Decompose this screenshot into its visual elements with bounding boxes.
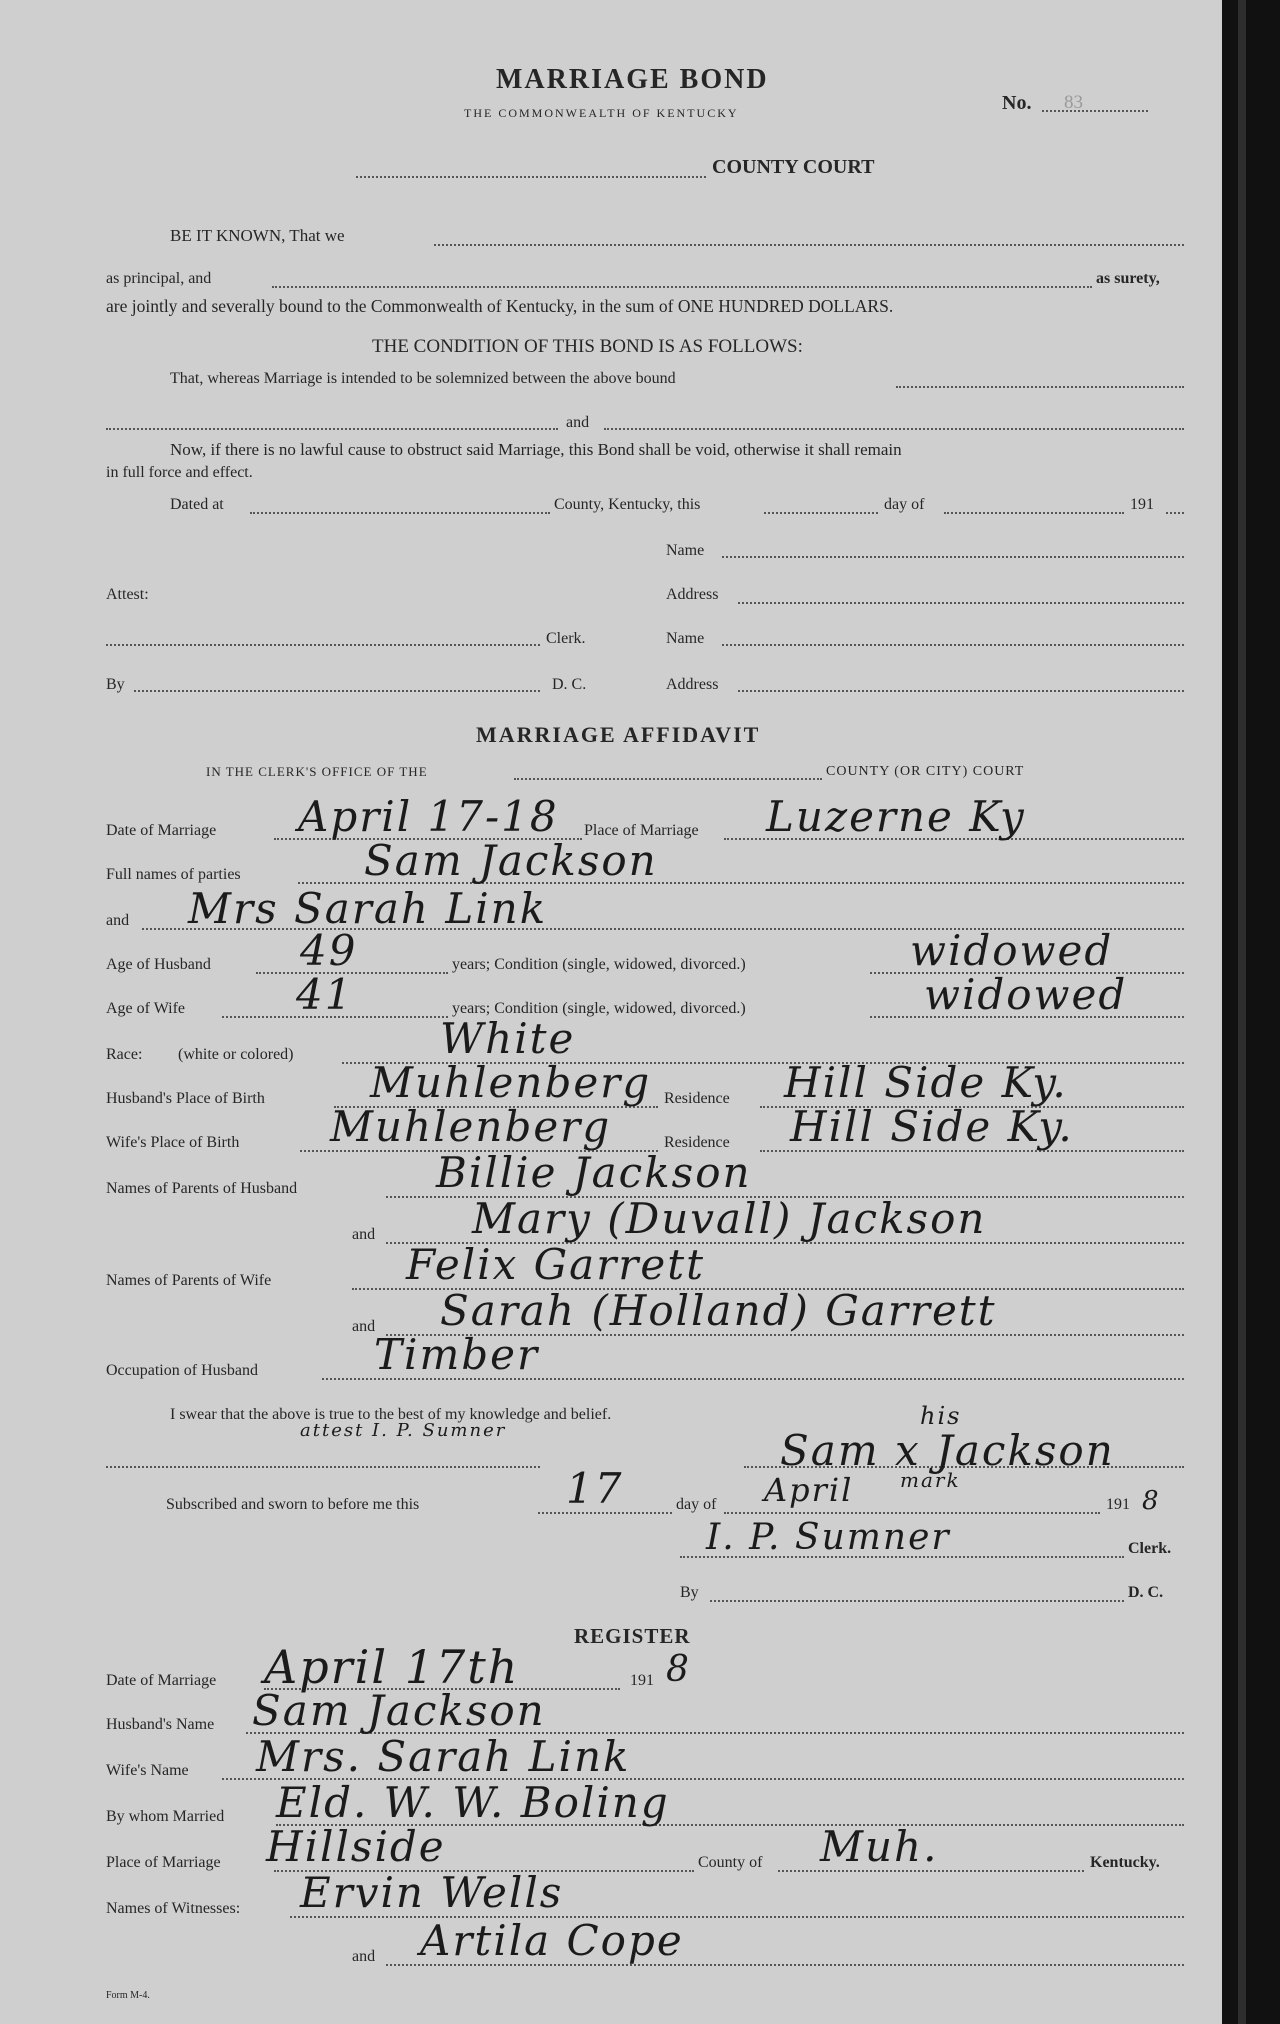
sworn-month-line	[724, 1512, 1100, 1514]
register-year-prefix: 191	[630, 1672, 654, 1689]
clerk-signature: I. P. Sumner	[706, 1517, 951, 1558]
dated-month-line	[944, 512, 1124, 514]
register-year-digit: 8	[666, 1649, 691, 1690]
whereas-line	[896, 386, 1184, 388]
affidavit-by-label: By	[680, 1584, 699, 1601]
full-names-label: Full names of parties	[106, 866, 241, 883]
register-date-label: Date of Marriage	[106, 1672, 217, 1689]
register-husband-label: Husband's Name	[106, 1716, 215, 1733]
age-husband-value: 49	[300, 926, 358, 975]
bond-by-line	[134, 690, 540, 692]
register-witnesses-label: Names of Witnesses:	[106, 1900, 241, 1917]
register-county-of-label: County of	[698, 1854, 763, 1871]
register-county-value: Muh.	[820, 1822, 939, 1871]
bond-name1-label: Name	[666, 542, 705, 559]
wife-residence-value: Hill Side Ky.	[790, 1102, 1074, 1151]
place-of-marriage-value: Luzerne Ky	[766, 792, 1026, 841]
sworn-month-value: April	[764, 1471, 854, 1509]
register-by-whom-label: By whom Married	[106, 1808, 225, 1825]
date-of-marriage-value: April 17-18	[298, 792, 559, 841]
dated-at-text: Dated at	[170, 496, 224, 513]
county-city-court-text: COUNTY (OR CITY) COURT	[826, 764, 1025, 779]
age-wife-condition-text: years; Condition (single, widowed, divorced.)	[452, 1000, 746, 1017]
husband-residence-label: Residence	[664, 1090, 730, 1107]
bond-name2-label: Name	[666, 630, 705, 647]
bond-address2-line	[738, 690, 1184, 692]
register-place-label: Place of Marriage	[106, 1854, 221, 1871]
county-court-line	[356, 176, 706, 178]
bond-title: MARRIAGE BOND	[496, 64, 769, 95]
age-husband-label: Age of Husband	[106, 956, 211, 973]
sworn-day-value: 17	[566, 1464, 624, 1513]
place-of-marriage-label: Place of Marriage	[584, 822, 699, 839]
bond-subtitle: THE COMMONWEALTH OF KENTUCKY	[464, 106, 739, 120]
dated-year-text: 191	[1130, 496, 1154, 513]
affidavit-clerk-label: Clerk.	[1128, 1540, 1172, 1557]
surety-text: as surety,	[1096, 270, 1160, 287]
bond-number-value: 83	[1064, 92, 1083, 113]
bond-number-line	[1042, 110, 1148, 112]
wife-birth-value: Muhlenberg	[330, 1102, 612, 1151]
bond-by-label: By	[106, 676, 125, 693]
bond-number-label: No.	[1002, 92, 1032, 114]
register-husband-value: Sam Jackson	[252, 1686, 546, 1735]
race-label: Race:	[106, 1046, 143, 1063]
clerk-line	[106, 644, 540, 646]
principal-line	[272, 286, 1092, 288]
party2-name: Mrs Sarah Link	[188, 884, 548, 933]
bond-address2-label: Address	[666, 676, 719, 693]
affidavit-dc-label: D. C.	[1128, 1584, 1164, 1601]
affidavit-by-line	[710, 1600, 1124, 1602]
condition-heading: THE CONDITION OF THIS BOND IS AS FOLLOWS:	[372, 336, 803, 357]
bond-name1-line	[722, 556, 1184, 558]
occupation-value: Timber	[374, 1330, 540, 1379]
register-title: REGISTER	[574, 1624, 691, 1648]
mother-wife-value: Sarah (Holland) Garrett	[440, 1286, 997, 1335]
parties-line-right	[604, 428, 1184, 430]
age-wife-value: 41	[296, 970, 354, 1019]
now-text-line1: Now, if there is no lawful cause to obstruct said Marriage, this Bond shall be void, otherwise it shall remain	[170, 440, 902, 459]
party1-name: Sam Jackson	[364, 836, 658, 885]
be-it-known-text: BE IT KNOWN, That we	[170, 226, 345, 245]
county-court-label: COUNTY COURT	[712, 156, 875, 178]
parents-husband-label: Names of Parents of Husband	[106, 1180, 298, 1197]
husband-birth-value: Muhlenberg	[370, 1058, 652, 1107]
mother-husband-and: and	[352, 1226, 376, 1243]
dated-year-line	[1166, 512, 1184, 514]
clerk-office-line	[514, 778, 822, 780]
now-text-line2: in full force and effect.	[106, 464, 253, 481]
form-number: Form M-4.	[106, 1990, 150, 2001]
swear-text: I swear that the above is true to the best of my knowledge and belief.	[170, 1406, 612, 1423]
condition-husband-value: widowed	[910, 926, 1114, 975]
register-wife-label: Wife's Name	[106, 1762, 189, 1779]
race-hint: (white or colored)	[178, 1046, 294, 1063]
bond-dc-label: D. C.	[552, 676, 587, 693]
occupation-label: Occupation of Husband	[106, 1362, 258, 1379]
sworn-year-prefix: 191	[1106, 1496, 1130, 1513]
register-kentucky-label: Kentucky.	[1090, 1854, 1160, 1871]
signature-line-left	[106, 1466, 540, 1468]
scan-dark-edge	[1222, 0, 1280, 2024]
condition-wife-value: widowed	[924, 970, 1128, 1019]
mother-husband-value: Mary (Duvall) Jackson	[472, 1194, 987, 1243]
bond-address1-label: Address	[666, 586, 719, 603]
register-wife-value: Mrs. Sarah Link	[256, 1732, 631, 1781]
parents-wife-label: Names of Parents of Wife	[106, 1272, 272, 1289]
bond-address1-line	[738, 602, 1184, 604]
mother-wife-and: and	[352, 1318, 376, 1335]
affiant-signature: Sam x Jackson	[780, 1426, 1115, 1475]
whereas-text: That, whereas Marriage is intended to be solemnized between the above bound	[170, 370, 676, 387]
register-witness2-and: and	[352, 1948, 376, 1965]
father-husband-value: Billie Jackson	[436, 1148, 752, 1197]
subscribed-text: Subscribed and sworn to before me this	[166, 1496, 420, 1513]
sworn-day-of-text: day of	[676, 1496, 717, 1513]
county-kentucky-text: County, Kentucky, this	[554, 496, 701, 513]
wife-residence-label: Residence	[664, 1134, 730, 1151]
affidavit-title: MARRIAGE AFFIDAVIT	[476, 722, 761, 747]
signature-his: his	[920, 1402, 962, 1430]
register-witness2-value: Artila Cope	[420, 1916, 684, 1965]
husband-residence-value: Hill Side Ky.	[784, 1058, 1068, 1107]
be-it-known-line	[434, 244, 1184, 246]
register-date-value: April 17th	[264, 1640, 520, 1694]
scan-page-edge	[1238, 0, 1246, 2024]
register-by-whom-value: Eld. W. W. Boling	[276, 1778, 670, 1827]
sworn-year-digit: 8	[1142, 1486, 1161, 1516]
age-wife-label: Age of Wife	[106, 1000, 186, 1017]
wife-birth-label: Wife's Place of Birth	[106, 1134, 240, 1151]
register-witness1-value: Ervin Wells	[300, 1868, 564, 1917]
husband-birth-label: Husband's Place of Birth	[106, 1090, 265, 1107]
jointly-text: are jointly and severally bound to the Commonwealth of Kentucky, in the sum of ONE HUNDRED DOLLARS.	[106, 296, 894, 316]
party2-and: and	[106, 912, 130, 929]
father-wife-value: Felix Garrett	[406, 1240, 705, 1289]
register-place-value: Hillside	[266, 1822, 446, 1871]
date-of-marriage-label: Date of Marriage	[106, 822, 217, 839]
dated-at-line	[250, 512, 550, 514]
bond-name2-line	[722, 644, 1184, 646]
age-husband-condition-text: years; Condition (single, widowed, divorced.)	[452, 956, 746, 973]
parties-and: and	[566, 414, 590, 431]
signature-mark: mark	[900, 1468, 961, 1492]
attest-label: Attest:	[106, 586, 149, 603]
dated-day-line	[764, 512, 878, 514]
dated-day-of-text: day of	[884, 496, 925, 513]
attest-note: attest I. P. Sumner	[300, 1420, 507, 1441]
race-value: White	[440, 1014, 576, 1063]
bond-clerk-label: Clerk.	[546, 630, 586, 647]
parties-line-left	[106, 428, 558, 430]
principal-text: as principal, and	[106, 270, 212, 287]
clerk-office-text: IN THE CLERK'S OFFICE OF THE	[206, 764, 428, 779]
